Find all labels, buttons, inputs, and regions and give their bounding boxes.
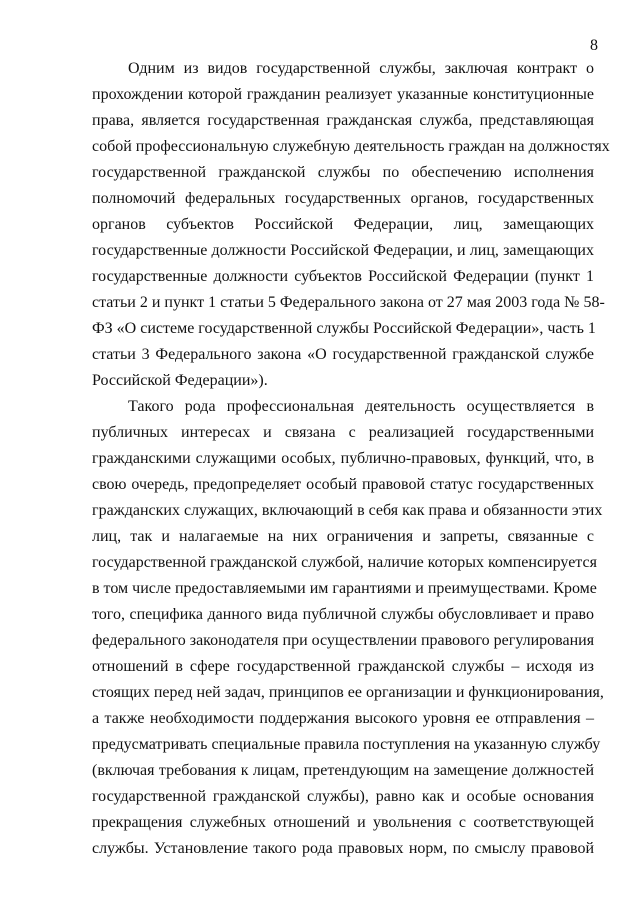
paragraph-2 <box>92 394 604 862</box>
text-line: публичных интересах и связана с реализацией государственными <box>92 424 594 441</box>
text-line: лиц, так и налагаемые на них ограничения и запреты, связанные с <box>92 528 594 545</box>
text-line: (включая требования к лицам, претендующим на замещение должностей <box>92 762 594 779</box>
page-number: 8 <box>590 37 598 54</box>
text-line: Российской Федерации»). <box>92 372 268 389</box>
text-line: федерального законодателя при осуществлении правового регулирования <box>92 632 595 649</box>
text-line: службы. Установление такого рода правовых норм, по смыслу правовой <box>92 840 594 857</box>
text-line: Такого рода профессиональная деятельность осуществляется в <box>128 398 594 415</box>
text-line: права, является государственная гражданская служба, представляющая <box>92 112 594 129</box>
text-line: статьи 3 Федерального закона «О государственной гражданской службе <box>92 346 594 363</box>
text-line: государственной гражданской службой, наличие которых компенсируется <box>92 554 597 571</box>
text-line: полномочий федеральных государственных органов, государственных <box>92 190 594 207</box>
text-line: Одним из видов государственной службы, заключая контракт о <box>128 60 594 77</box>
text-line: государственные должности Российской Федерации, и лиц, замещающих <box>92 242 594 259</box>
text-line: государственной гражданской службы по обеспечению исполнения <box>92 164 594 181</box>
text-line: в том числе предоставляемыми им гарантиями и преимуществами. Кроме <box>92 580 597 597</box>
text-line: а также необходимости поддержания высокого уровня ее отправления – <box>92 710 594 727</box>
text-line: гражданских служащих, включающий в себя как права и обязанности этих <box>92 502 603 519</box>
text-line: свою очередь, предопределяет особый правовой статус государственных <box>92 476 594 493</box>
paragraph-1 <box>92 56 610 394</box>
text-line: гражданскими служащими особых, публично-правовых, функций, что, в <box>92 450 594 467</box>
text-line: статьи 2 и пункт 1 статьи 5 Федерального закона от 27 мая 2003 года № 58- <box>92 294 605 311</box>
document-body <box>92 56 610 862</box>
text-line: государственные должности субъектов Российской Федерации (пункт 1 <box>92 268 594 285</box>
text-line: прекращения служебных отношений и увольнения с соответствующей <box>92 814 594 831</box>
text-line: прохождении которой гражданин реализует указанные конституционные <box>92 86 594 103</box>
text-line: того, специфика данного вида публичной службы обусловливает и право <box>92 606 594 623</box>
text-line: предусматривать специальные правила поступления на указанную службу <box>92 736 601 753</box>
text-line: отношений в сфере государственной гражданской службы – исходя из <box>92 658 594 675</box>
text-line: собой профессиональную служебную деятельность граждан на должностях <box>92 138 610 155</box>
text-line: стоящих перед ней задач, принципов ее организации и функционирования, <box>92 684 604 701</box>
text-line: органов субъектов Российской Федерации, лиц, замещающих <box>92 216 594 233</box>
text-line: ФЗ «О системе государственной службы Российской Федерации», часть 1 <box>92 320 596 337</box>
text-line: государственной гражданской службы), равно как и особые основания <box>92 788 594 805</box>
